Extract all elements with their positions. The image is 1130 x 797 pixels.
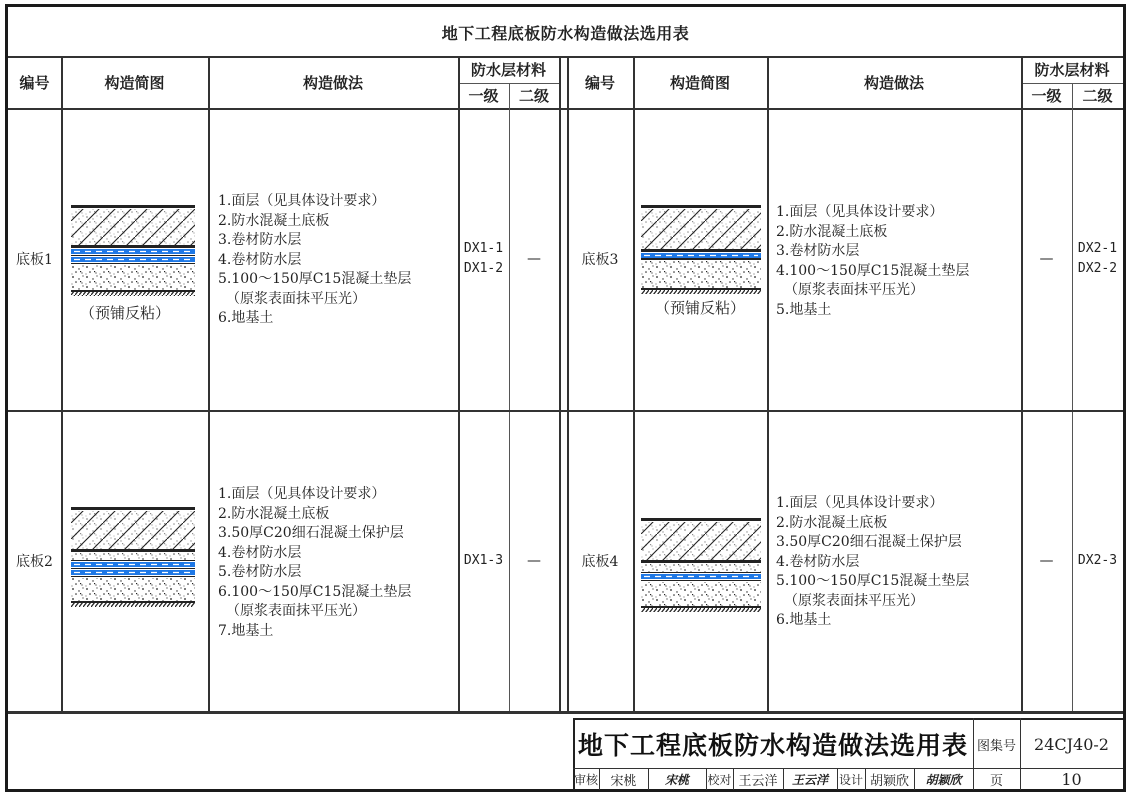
step: 2.防水混凝土底板 bbox=[776, 223, 888, 240]
step: 5.卷材防水层 bbox=[218, 564, 302, 580]
step: 7.地基土 bbox=[218, 622, 274, 639]
atlas-label: 图集号 bbox=[976, 738, 1016, 754]
material-code: DX2-2 bbox=[1077, 261, 1118, 276]
divider bbox=[8, 410, 1123, 412]
divider bbox=[8, 108, 1123, 110]
proofreader-signature: 王云洋 bbox=[791, 773, 828, 787]
reviewer-name: 宋桃 bbox=[610, 774, 637, 789]
step: 1.面层（见具体设计要求） bbox=[218, 193, 386, 209]
step: 2.防水混凝土底板 bbox=[218, 212, 330, 229]
header-grade1: 一级 bbox=[468, 87, 499, 105]
reviewer-signature: 宋桃 bbox=[664, 773, 689, 787]
construction-steps bbox=[218, 485, 411, 641]
construction-steps bbox=[776, 203, 969, 320]
divider bbox=[767, 56, 769, 711]
proofreader-name: 王云洋 bbox=[738, 774, 778, 789]
title-block-title: 地下工程底板防水构造做法选用表 bbox=[577, 731, 968, 760]
construction-diagram bbox=[641, 518, 761, 616]
grade2-material: — bbox=[527, 552, 541, 569]
grade1-material bbox=[458, 108, 509, 410]
diagram-note: （预铺反粘） bbox=[80, 304, 171, 322]
step: 4.卷材防水层 bbox=[218, 544, 302, 561]
divider bbox=[208, 56, 210, 711]
grade2-material bbox=[1072, 108, 1123, 410]
page-label: 页 bbox=[989, 774, 1003, 789]
step: （原浆表面抹平压光） bbox=[226, 290, 366, 307]
header-grade2: 二级 bbox=[1082, 87, 1113, 105]
step: 5.地基土 bbox=[776, 301, 832, 318]
step: 5.100～150厚C15混凝土垫层 bbox=[776, 573, 970, 589]
header-method: 构造做法 bbox=[302, 73, 363, 92]
drawing-frame bbox=[5, 4, 1126, 792]
header-diagram: 构造简图 bbox=[669, 73, 730, 92]
header-code: 编号 bbox=[584, 73, 615, 92]
grade2-material: — bbox=[527, 251, 541, 267]
construction-diagram bbox=[71, 507, 195, 609]
designer-signature: 胡颖欣 bbox=[925, 773, 962, 787]
grade1-material: — bbox=[1039, 251, 1054, 267]
table-title: 地下工程底板防水构造做法选用表 bbox=[441, 23, 690, 43]
step: 6.100～150厚C15混凝土垫层 bbox=[218, 583, 412, 600]
divider bbox=[633, 56, 635, 711]
step: 3.卷材防水层 bbox=[218, 232, 302, 248]
step: 4.卷材防水层 bbox=[776, 553, 860, 570]
step: 5.100～150厚C15混凝土垫层 bbox=[218, 271, 412, 287]
step: 1.面层（见具体设计要求） bbox=[218, 486, 386, 502]
design-label: 设计 bbox=[838, 773, 863, 787]
construction-diagram bbox=[71, 205, 195, 300]
row-code: 底板4 bbox=[581, 553, 619, 570]
step: 4.卷材防水层 bbox=[218, 251, 302, 268]
step: 4.100～150厚C15混凝土垫层 bbox=[776, 262, 970, 279]
step: 3.50厚C20细石混凝土保护层 bbox=[218, 525, 404, 541]
step: 2.防水混凝土底板 bbox=[218, 505, 330, 522]
designer-name: 胡颖欣 bbox=[869, 774, 909, 789]
material-code: DX2-3 bbox=[1077, 552, 1118, 568]
header-grade2: 二级 bbox=[518, 87, 549, 105]
construction-diagram bbox=[641, 205, 761, 297]
header-method: 构造做法 bbox=[863, 73, 924, 92]
material-code: DX1-1 bbox=[463, 241, 504, 256]
step: （原浆表面抹平压光） bbox=[784, 282, 924, 298]
step: 1.面层（见具体设计要求） bbox=[776, 204, 944, 220]
row-code: 底板2 bbox=[16, 553, 53, 570]
step: （原浆表面抹平压光） bbox=[226, 603, 366, 619]
diagram-note: （预铺反粘） bbox=[655, 299, 746, 317]
atlas-number: 24CJ40-2 bbox=[1034, 734, 1109, 754]
header-material: 防水层材料 bbox=[470, 61, 546, 79]
step: 3.卷材防水层 bbox=[776, 243, 860, 259]
step: 6.地基土 bbox=[218, 310, 274, 326]
divider bbox=[61, 56, 63, 711]
divider bbox=[559, 56, 561, 711]
header-diagram: 构造简图 bbox=[104, 73, 165, 92]
row-code: 底板1 bbox=[16, 252, 53, 268]
row-code: 底板3 bbox=[581, 252, 619, 268]
construction-steps bbox=[218, 192, 411, 329]
grade1-material bbox=[458, 410, 509, 711]
step: 3.50厚C20细石混凝土保护层 bbox=[776, 534, 962, 550]
proof-label: 校对 bbox=[707, 773, 732, 787]
review-label: 审核 bbox=[573, 773, 598, 787]
construction-steps bbox=[776, 494, 969, 631]
step: （原浆表面抹平压光） bbox=[784, 592, 924, 609]
material-code: DX1-2 bbox=[463, 261, 504, 276]
header-code: 编号 bbox=[19, 73, 50, 92]
material-code: DX2-1 bbox=[1077, 241, 1118, 256]
step: 1.面层（见具体设计要求） bbox=[776, 495, 944, 511]
step: 6.地基土 bbox=[776, 612, 832, 628]
grade1-material: — bbox=[1039, 552, 1054, 569]
step: 2.防水混凝土底板 bbox=[776, 514, 888, 531]
header-grade1: 一级 bbox=[1031, 87, 1062, 105]
divider bbox=[8, 711, 1123, 714]
page-number: 10 bbox=[1061, 770, 1082, 789]
material-code: DX1-3 bbox=[463, 552, 504, 568]
header-material: 防水层材料 bbox=[1034, 61, 1110, 79]
grade2-material bbox=[1072, 410, 1123, 711]
